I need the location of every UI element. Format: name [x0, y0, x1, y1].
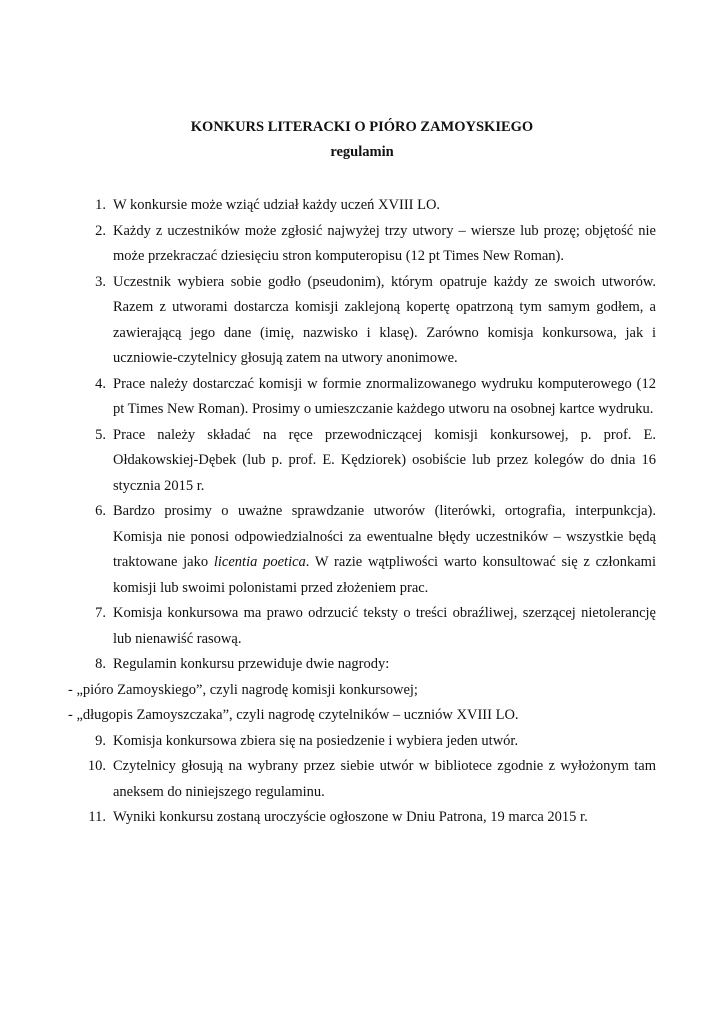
item-text-part: . W razie wątpliwości warto konsultować się z członkami komisji lub swoimi polonistami przed złożeniem prac. — [113, 554, 656, 596]
item-text: W konkursie może wziąć udział każdy uczeń XVIII LO. — [113, 197, 441, 213]
list-item — [0, 193, 724, 219]
item-text-italic: licentia poetica — [213, 554, 306, 570]
prize-item: - „długopis Zamoyszczaka”, czyli nagrodę czytelników – uczniów XVIII LO. — [68, 707, 519, 723]
list-item — [0, 219, 724, 270]
list-item — [0, 805, 724, 831]
item-number: 2. — [95, 222, 106, 239]
item-number: 8. — [95, 656, 106, 672]
list-item — [0, 601, 724, 652]
item-number: 11. — [88, 809, 106, 825]
item-text: Czytelnicy głosują na wybrany przez siebie utwór w bibliotece zgodnie z wyłożonym tam aneksem do niniejszego regulaminu. — [113, 758, 656, 800]
item-text: Wyniki konkursu zostaną uroczyście ogłoszone w Dniu Patrona, 19 marca 2015 r. — [113, 809, 588, 825]
page-subtitle: regulamin — [330, 144, 394, 160]
item-number: 3. — [95, 273, 106, 290]
item-text-part: Bardzo prosimy o uważne sprawdzanie utworów (literówki, ortografia, interpunkcja). Komisja nie ponosi odpowiedzialności za ewentualne błędy uczestników – wszystkie będą traktowane jako — [113, 503, 656, 570]
list-item — [0, 372, 724, 423]
rules-list — [0, 193, 724, 831]
item-number: 9. — [95, 732, 106, 749]
page-title: KONKURS LITERACKI O PIÓRO ZAMOYSKIEGO — [190, 119, 534, 135]
list-item — [0, 270, 724, 372]
item-text — [113, 503, 656, 596]
list-item — [0, 729, 724, 755]
item-number: 5. — [95, 426, 106, 443]
list-item — [0, 652, 724, 678]
item-number: 10. — [87, 758, 106, 774]
item-text: Każdy z uczestników może zgłosić najwyżej trzy utwory – wiersze lub prozę; objętość nie może przekraczać dziesięciu stron komputeropisu (12 pt Times New Roman). — [113, 222, 656, 264]
item-number: 6. — [95, 503, 106, 519]
list-item — [0, 423, 724, 500]
item-number: 7. — [95, 605, 106, 621]
item-text: Prace należy składać na ręce przewodniczącej komisji konkursowej, p. prof. E. Ołdakowskiej-Dębek (lub p. prof. E. Kędziorek) osobiście lub przez kolegów do dnia 16 stycznia 2015 r. — [113, 426, 656, 494]
item-text: Komisja konkursowa ma prawo odrzucić teksty o treści obraźliwej, szerzącej nietolerancję lub nienawiść rasową. — [113, 605, 656, 647]
prize-item: - „pióro Zamoyskiego”, czyli nagrodę komisji konkursowej; — [68, 681, 418, 698]
list-item — [0, 754, 724, 805]
item-number: 4. — [95, 375, 106, 392]
list-item — [0, 499, 724, 601]
item-text: Komisja konkursowa zbiera się na posiedzenie i wybiera jeden utwór. — [113, 732, 519, 749]
item-text: Regulamin konkursu przewiduje dwie nagrody: — [113, 656, 390, 672]
item-text: Prace należy dostarczać komisji w formie znormalizowanego wydruku komputerowego (12 pt Times New Roman). Prosimy o umieszczanie każdego utworu na osobnej kartce wydruku. — [113, 375, 656, 417]
item-text: Uczestnik wybiera sobie godło (pseudonim), którym opatruje każdy ze swoich utworów. Razem z utworami dostarcza komisji zaklejoną kopertę opatrzoną tym samym godłem, a zawierającą jego dane (imię, nazwisko i klasę). Zarówno komisja konkursowa, jak i uczniowie-czytelnicy głosują zatem na utwory anonimowe. — [113, 273, 656, 366]
item-number: 1. — [95, 197, 106, 213]
